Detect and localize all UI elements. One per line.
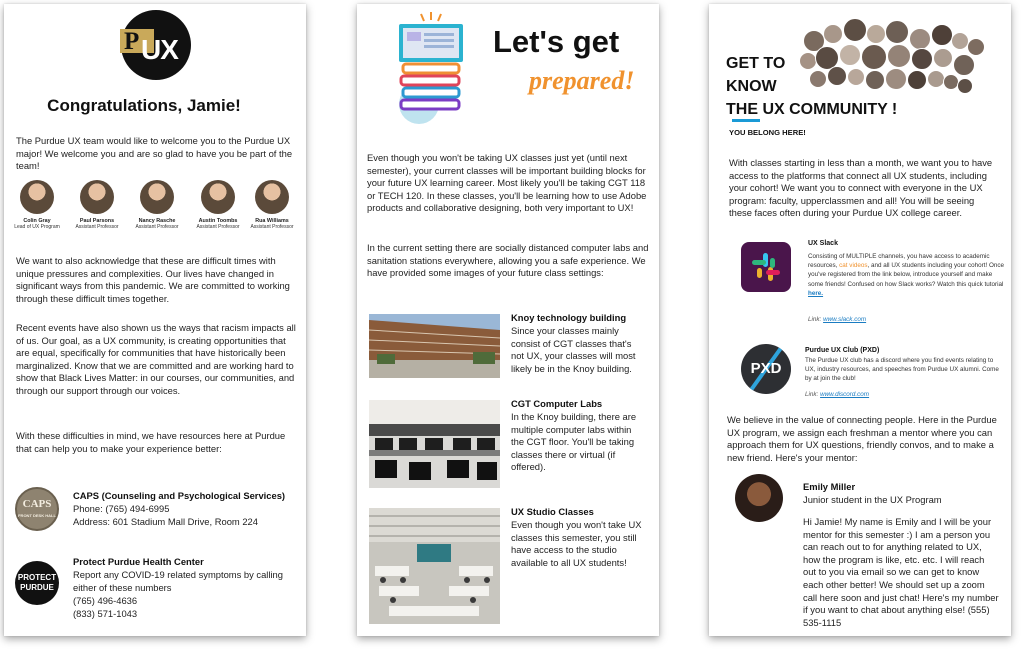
cgt-lab-photo	[369, 400, 500, 488]
prepare-panel	[357, 4, 659, 636]
cgt-desc: In the Knoy building, there are multiple computer labs within the CGT floor. You'll be taking classes there or virtual (if offered).	[511, 411, 637, 473]
avatar	[255, 180, 289, 214]
classes-paragraph: Even though you won't be taking UX classes just yet (until next semester), your current classes will be important building blocks for your future UX learning career. Most likely you'll be taking CGT 118 or TECH 120. In these classes, you'll be learning how to use Adobe products and collaborative designing, both very important to UX!	[367, 152, 647, 214]
slack-desc: Consisting of MULTIPLE channels, you have access to academic resources, cat videos, and all UX students including your cohort! Once you've registered from the link below, introduce yourself and make some friends! Confused on how Slack works? Watch this quick tutorial here.	[808, 253, 1005, 297]
discord-link[interactable]: www.discord.com	[820, 391, 870, 398]
mentor-name: Emily Miller	[803, 481, 856, 492]
resources-intro: With these difficulties in mind, we have resources here at Purdue that can help you to make your experience better:	[16, 430, 286, 454]
welcome-intro: The Purdue UX team would like to welcome you to the Purdue UX major! We welcome you and are so glad to have you be part of the team!	[16, 135, 293, 172]
pxd-club-logo-icon: PXD	[741, 344, 791, 394]
ux-studio-title: UX Studio Classes	[511, 506, 594, 517]
knoy-title: Knoy technology building	[511, 312, 627, 323]
avatar	[20, 180, 54, 214]
ux-studio-photo	[369, 508, 500, 624]
team-member: Austin Toombs Assistant Professor	[190, 180, 246, 230]
racism-paragraph: Recent events have also shown us the ways that racism impacts all of us. Our goal, as a UX community, is creating opportunities that are equal, specifically for communities that have historically been marginalized. Know that we are committed and are working hard to show that Black Lives Matter: in our courses, our communities, and through our support through our voices.	[16, 322, 296, 396]
caps-title: CAPS (Counseling and Psychological Services)	[73, 490, 286, 501]
knoy-desc: Since your classes mainly consist of CGT classes that's not UX, your classes will most likely be in the Knoy building.	[511, 325, 636, 374]
settings-paragraph: In the current setting there are socially distanced computer labs and sanitation stations everywhere, allowing you a safe experience. We have provided some images of your future class settings:	[367, 242, 649, 279]
congrats-heading: Congratulations, Jamie!	[47, 96, 241, 115]
knoy-building-photo	[369, 314, 500, 378]
community-intro: With classes starting in less than a month, we want you to have access to the platforms that connect all UX students, including your cohort! We want you to connect with everyone in the UX program: faculty, upperclassmen and all! You will be seeing these faces often during your Purdue UX college career.	[729, 157, 993, 219]
mentor-role: Junior student in the UX Program	[803, 494, 942, 505]
belong-subheading: YOU BELONG HERE!	[729, 128, 806, 137]
mentor-message: Hi Jamie! My name is Emily and I will be your mentor for this semester :) I am a person you can reach out to for anything related to UX, how the program is like, etc. etc. I will reach out to you via email so we can get to know each other better! We should set up a zoom call here soon and just chat! Here's my number if you want to chat about anything else! (555) 535-1115	[803, 516, 999, 628]
mentor-avatar	[735, 474, 783, 522]
protect-purdue-logo-icon: PROTECT PURDUE	[15, 561, 59, 605]
team-member: Rua Williams Assistant Professor	[244, 180, 300, 230]
protect-phone-1: (765) 496-4636	[73, 595, 138, 606]
caps-logo-icon: CAPS FRONT DESK HALL	[15, 487, 59, 531]
protect-phone-2: (833) 571-1043	[73, 608, 138, 619]
slack-tutorial-link[interactable]: here.	[808, 289, 824, 297]
cat-videos-highlight: cat videos	[839, 262, 868, 270]
mentor-intro: We believe in the value of connecting people. Here in the Purdue UX program, we assign each freshman a mentor where you can approach them for UX questions, friendly convos, and to make a new friend. Here's your mentor:	[727, 414, 997, 463]
club-link-row: Link: www.discord.com	[805, 391, 870, 398]
cgt-title: CGT Computer Labs	[511, 398, 603, 409]
slack-link[interactable]: www.slack.com	[823, 316, 867, 323]
team-member: Nancy Rasche Assistant Professor	[129, 180, 185, 230]
welcome-panel: P UX Congratulations, Jamie! The Purdue UX team would like to welcome you to the Purdue UX major! We welcome you and are so glad to have you be part of the team! Colin Gray Lead of UX Program Paul Parsons Assistant Professor Nancy Rasche Assistant Professor Austin Toombs Assistant Professor Rua Williams Assistant Professor We want to also acknowledge that these are difficult times with unique pressures and complexities. Our lives have changed in significant ways from this pandemic. We are committed to working through these difficult times together. Recent events have also shown us the ways that racism impacts all of us. Our goal, as a UX community, is creating opportunities that are equal, specifically for communities that have historically been marginalized. Know that we are committed and are working hard to show that Black Lives Matter: in our courses, our communities, and through our support through our voices. With these difficulties in mind, we have resources here at Purdue that can help you to make your experience better: CAPS FRONT DESK HALL CAPS (Counseling and Psychological Services) Phone: (765) 494-6995 Address: 601 Stadium Mall Drive, Room 224 PROTECT PURDUE Protect Purdue Health Center Report any COVID-19 related symptoms by calling either of these numbers (765) 496-4636 (833) 571-1043	[4, 4, 306, 636]
protect-title: Protect Purdue Health Center	[73, 556, 204, 567]
accent-divider	[732, 119, 760, 122]
caps-address: Address: 601 Stadium Mall Drive, Room 224	[73, 516, 258, 527]
prepared-heading: prepared!	[529, 66, 635, 95]
slack-link-row: Link: www.slack.com	[808, 316, 867, 323]
community-panel	[709, 4, 1011, 636]
ux-studio-desc: Even though you won't take UX classes this semester, you still have access to the studio available to all UX students!	[511, 519, 642, 568]
protect-desc: Report any COVID-19 related symptoms by calling either of these numbers	[73, 569, 283, 593]
pandemic-paragraph: We want to also acknowledge that these are difficult times with unique pressures and complexities. Our lives have changed in significant ways from this pandemic. We are committed to working through these difficult times together.	[16, 255, 290, 304]
avatar	[140, 180, 174, 214]
books-laptop-icon	[391, 10, 469, 124]
caps-phone: Phone: (765) 494-6995	[73, 503, 170, 514]
club-title: Purdue UX Club (PXD)	[805, 347, 880, 354]
slack-logo-icon	[741, 242, 791, 292]
avatar	[80, 180, 114, 214]
club-desc: The Purdue UX club has a discord where you find events relating to UX, industry resources, and speeches from Purdue UX alumni. Come by at join the club!	[805, 357, 999, 383]
team-member: Colin Gray Lead of UX Program	[9, 180, 65, 230]
slack-title: UX Slack	[808, 240, 838, 247]
lets-get-heading: Let's get	[493, 24, 620, 59]
avatar	[201, 180, 235, 214]
community-heading: GET TO KNOW THE UX COMMUNITY !	[726, 55, 898, 118]
team-member: Paul Parsons Assistant Professor	[69, 180, 125, 230]
